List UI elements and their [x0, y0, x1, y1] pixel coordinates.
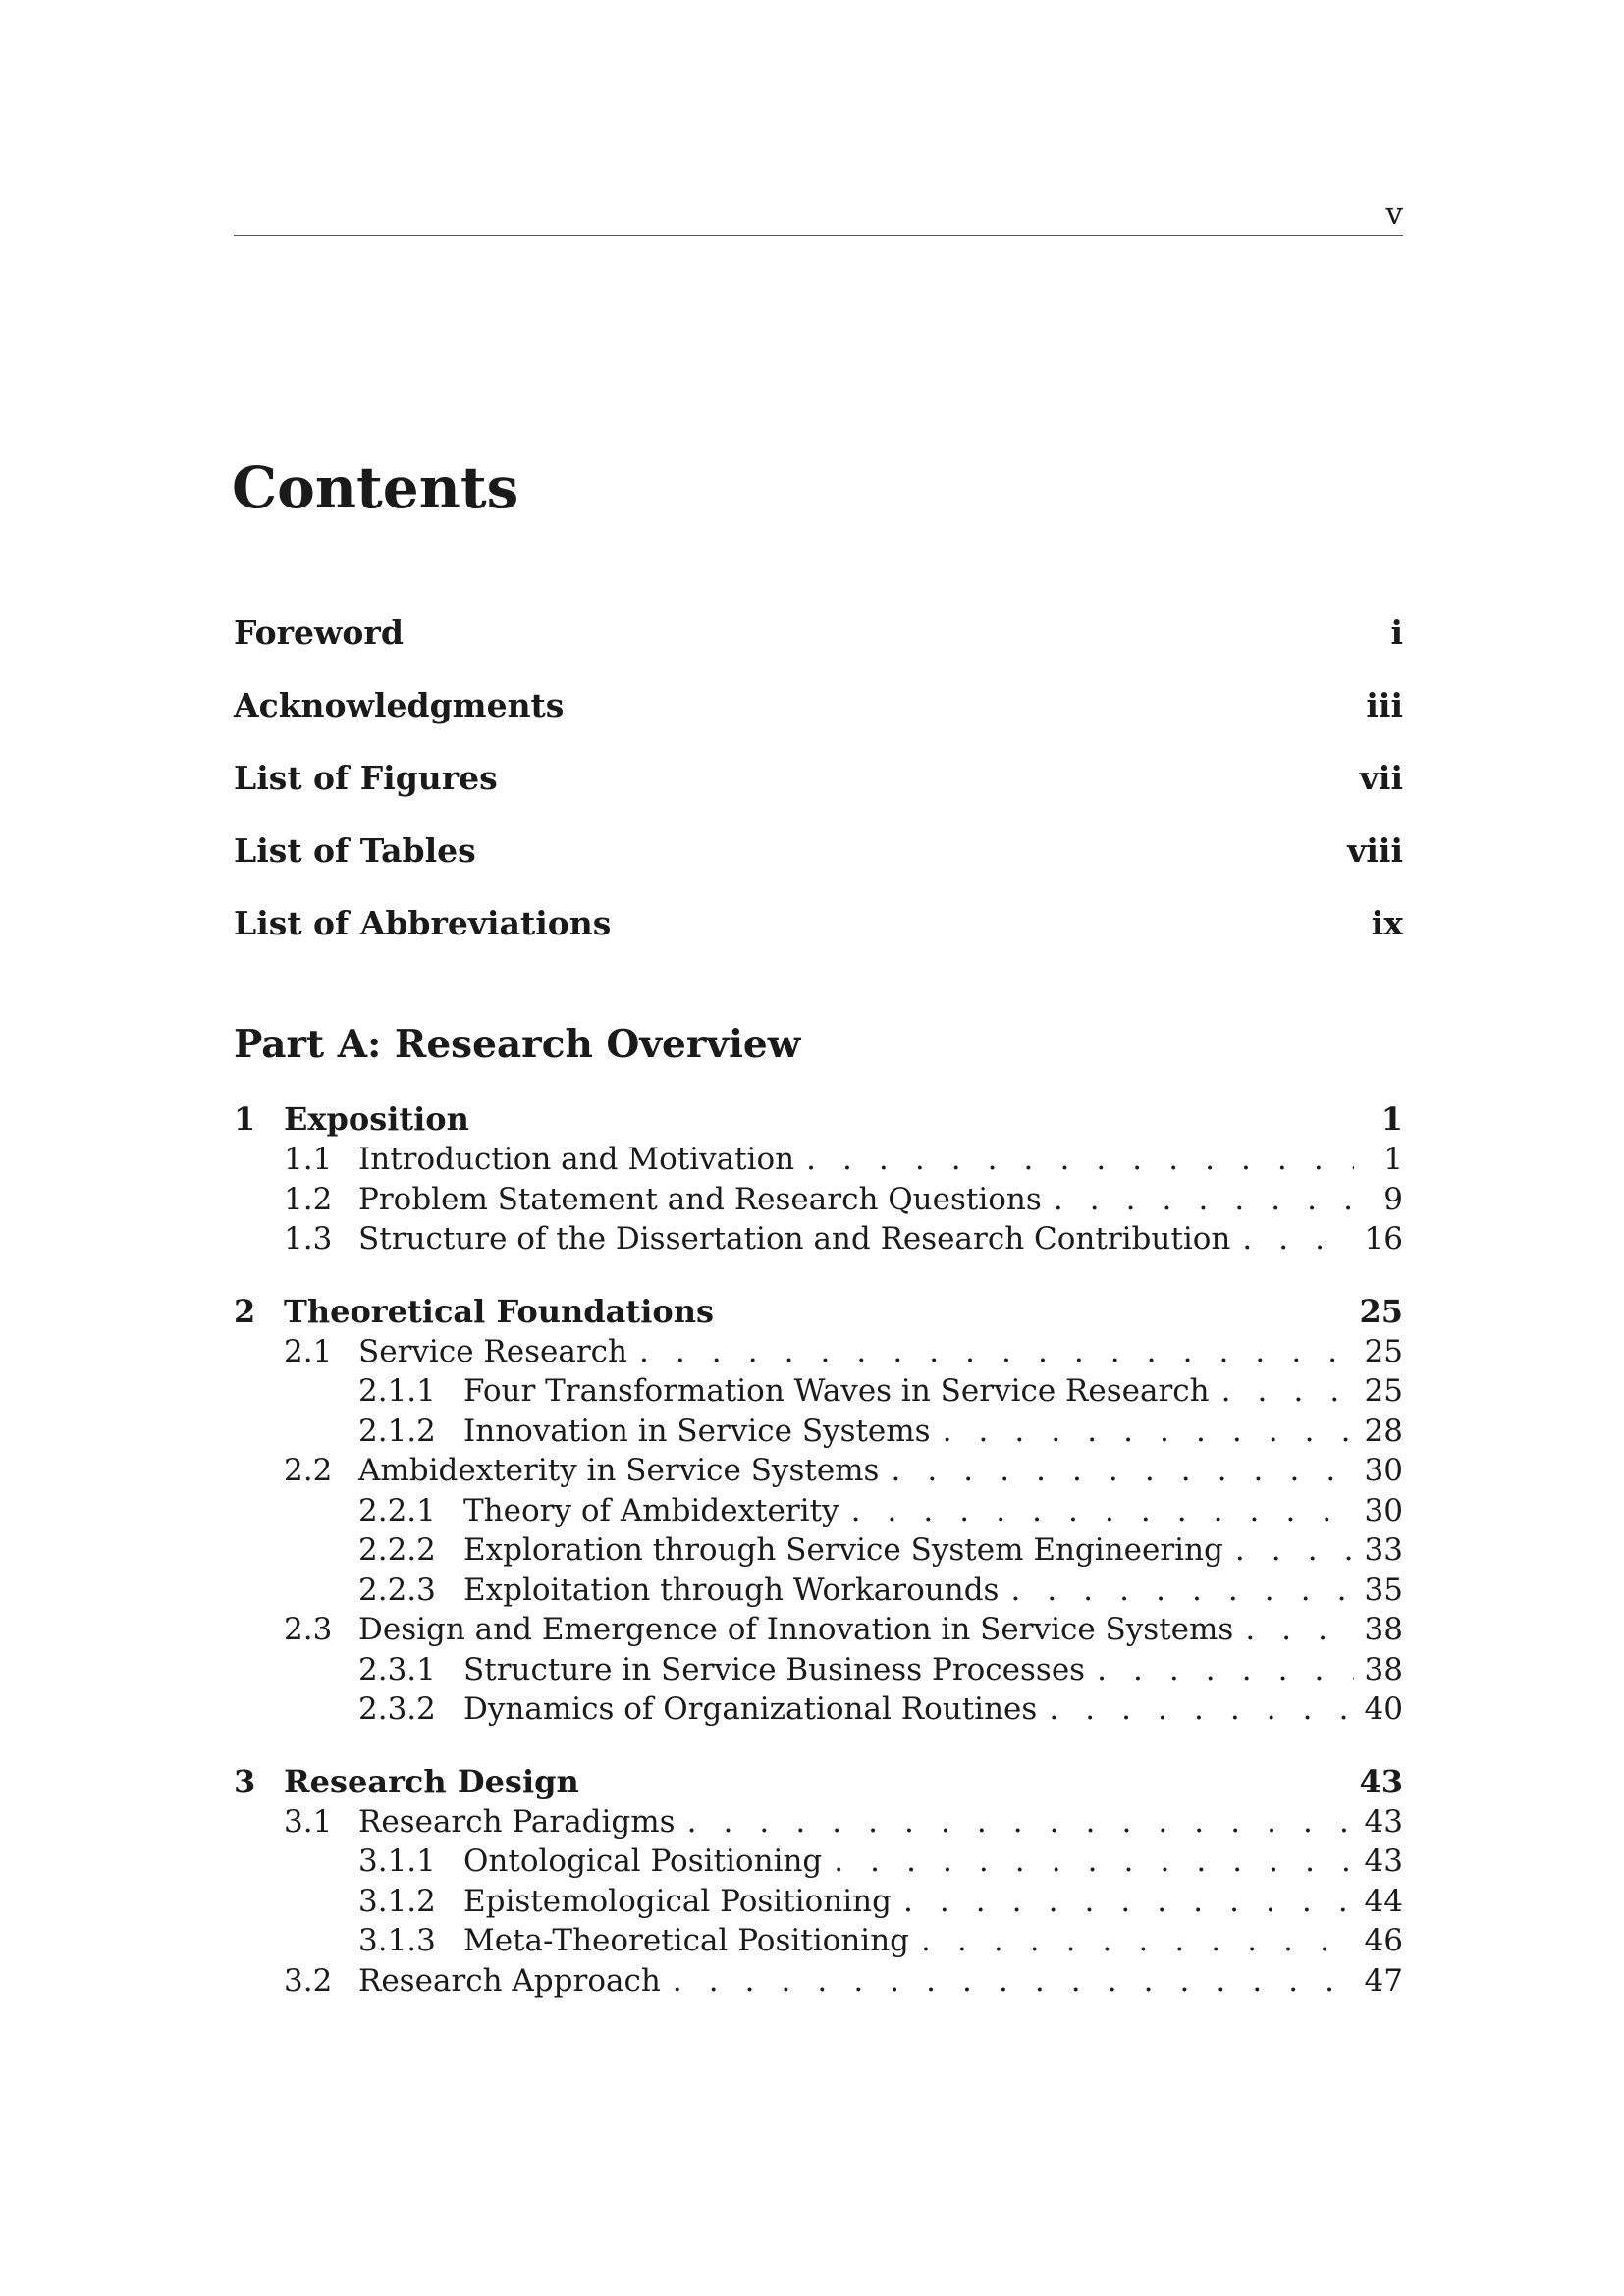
toc-chapter-heading[interactable] [234, 1100, 1403, 1142]
part-heading: Part A: Research Overview [234, 1022, 801, 1067]
toc-chapter-heading[interactable] [234, 1293, 1403, 1334]
toc-chapter-page: 43 [1359, 1762, 1403, 1800]
dot-leader [806, 1142, 1354, 1177]
toc-entry-page: ix [1371, 904, 1403, 942]
toc-entry-number: 3.2 [284, 1962, 333, 1999]
dot-leader [891, 1453, 1354, 1488]
dot-leader [1245, 1612, 1354, 1647]
toc-entry-page: 44 [1364, 1883, 1403, 1919]
toc-entry-page: vii [1359, 759, 1403, 797]
toc-entry-title: Structure in Service Business Processes [463, 1651, 1086, 1687]
toc-entry-page: 25 [1364, 1333, 1403, 1369]
toc-entry-page: 35 [1364, 1572, 1403, 1608]
toc-chapter-number: 2 [234, 1292, 256, 1330]
toc-section-entry[interactable] [234, 1612, 1403, 1652]
toc-subsection-entry[interactable] [234, 1923, 1403, 1963]
toc-entry-number: 3.1.1 [358, 1843, 436, 1879]
toc-entry-number: 1.3 [284, 1221, 333, 1256]
toc-chapter-page: 1 [1380, 1100, 1403, 1138]
toc-chapter-title: Theoretical Foundations [284, 1292, 714, 1330]
toc-subsection-entry[interactable] [234, 1691, 1403, 1732]
toc-entry-title: Four Transformation Waves in Service Research [463, 1373, 1210, 1409]
toc-entry-number: 2.1.1 [358, 1373, 436, 1409]
toc-chapter-heading[interactable] [234, 1763, 1403, 1804]
toc-entry-title: Service Research [358, 1333, 627, 1369]
toc-chapter-number: 3 [234, 1762, 256, 1800]
toc-entry-title: Design and Emergence of Innovation in Service Systems [358, 1612, 1234, 1647]
toc-entry-title: Exploitation through Workarounds [463, 1572, 1000, 1608]
toc-entry-page: 1 [1383, 1142, 1403, 1177]
dot-leader [639, 1334, 1354, 1369]
toc-entry-foreword[interactable] [234, 614, 1403, 686]
toc-entry-page: 47 [1364, 1962, 1403, 1999]
toc-entry-label: List of Tables [234, 831, 476, 870]
toc-entry-title: Meta-Theoretical Positioning [463, 1923, 910, 1958]
dot-leader [687, 1804, 1354, 1840]
toc-entry-page: 30 [1364, 1453, 1403, 1488]
toc-entry-acknowledgments[interactable] [234, 686, 1403, 759]
toc-entry-number: 2.1.2 [358, 1413, 436, 1449]
toc-entry-title: Epistemological Positioning [463, 1883, 892, 1919]
dot-leader [943, 1414, 1354, 1449]
toc-entry-title: Ontological Positioning [463, 1843, 823, 1879]
toc-entry-page: viii [1347, 831, 1403, 870]
toc-entry-page: 43 [1364, 1803, 1403, 1840]
toc-entry-title: Dynamics of Organizational Routines [463, 1691, 1038, 1727]
toc-entry-list-of-abbreviations[interactable] [234, 904, 1403, 977]
toc-entry-number: 2.2.2 [358, 1532, 436, 1568]
toc-chapter-title: Research Design [284, 1762, 579, 1800]
toc-section-entry[interactable] [234, 1221, 1403, 1261]
toc-entry-label: Acknowledgments [234, 686, 565, 724]
page-number: v [1385, 196, 1403, 232]
toc-entry-number: 2.2.3 [358, 1572, 436, 1608]
dot-leader [1221, 1373, 1354, 1409]
toc-subsection-entry[interactable] [234, 1884, 1403, 1924]
front-matter-list [234, 614, 1403, 977]
dot-leader [834, 1843, 1354, 1879]
toc-entry-number: 2.3 [284, 1612, 333, 1647]
dot-leader [851, 1493, 1354, 1528]
toc-section-entry[interactable] [234, 1334, 1403, 1374]
toc-chapter [234, 1100, 1403, 1261]
table-of-contents [234, 1100, 1403, 2034]
toc-entry-number: 2.3.2 [358, 1691, 436, 1727]
toc-entry-title: Structure of the Dissertation and Research Contribution [358, 1221, 1231, 1256]
toc-entry-label: List of Figures [234, 759, 498, 797]
toc-entry-label: Foreword [234, 614, 404, 652]
toc-entry-title: Problem Statement and Research Questions [358, 1181, 1042, 1217]
toc-entry-page: 40 [1364, 1691, 1403, 1727]
toc-entry-page: 38 [1364, 1612, 1403, 1647]
toc-subsection-entry[interactable] [234, 1573, 1403, 1613]
toc-subsection-entry[interactable] [234, 1373, 1403, 1414]
toc-entry-page: 38 [1364, 1651, 1403, 1687]
toc-entry-title: Theory of Ambidexterity [463, 1492, 839, 1528]
toc-entry-page: 43 [1364, 1843, 1403, 1879]
toc-entry-number: 2.1 [284, 1333, 333, 1369]
toc-entry-list-of-tables[interactable] [234, 831, 1403, 904]
toc-entry-number: 3.1.2 [358, 1883, 436, 1919]
toc-subsection-entry[interactable] [234, 1532, 1403, 1573]
dot-leader [1010, 1573, 1354, 1608]
toc-section-entry[interactable] [234, 1142, 1403, 1182]
toc-entry-page: 16 [1364, 1221, 1403, 1256]
toc-section-entry[interactable] [234, 1182, 1403, 1222]
dot-leader [1097, 1652, 1354, 1687]
toc-entry-page: 33 [1364, 1532, 1403, 1568]
toc-section-entry[interactable] [234, 1963, 1403, 2003]
toc-chapter-title: Exposition [284, 1100, 469, 1138]
dot-leader [1235, 1532, 1354, 1568]
toc-chapter-page: 25 [1359, 1292, 1403, 1330]
dot-leader [1054, 1182, 1354, 1217]
toc-subsection-entry[interactable] [234, 1843, 1403, 1884]
toc-entry-number: 2.3.1 [358, 1651, 436, 1687]
dot-leader [673, 1963, 1354, 1999]
toc-entry-page: 28 [1364, 1413, 1403, 1449]
page-title: Contents [232, 454, 519, 521]
toc-entry-title: Innovation in Service Systems [463, 1413, 931, 1449]
dot-leader [921, 1923, 1354, 1958]
toc-entry-page: 30 [1364, 1492, 1403, 1528]
toc-entry-title: Research Paradigms [358, 1803, 676, 1840]
toc-entry-number: 1.2 [284, 1181, 333, 1217]
toc-entry-number: 3.1 [284, 1803, 333, 1840]
toc-section-entry[interactable] [234, 1804, 1403, 1844]
toc-entry-page: 9 [1383, 1181, 1403, 1217]
toc-entry-page: iii [1366, 686, 1403, 724]
toc-entry-page: i [1390, 614, 1403, 652]
toc-entry-number: 2.2.1 [358, 1492, 436, 1528]
toc-entry-title: Introduction and Motivation [358, 1142, 795, 1177]
toc-subsection-entry[interactable] [234, 1414, 1403, 1454]
toc-entry-page: 46 [1364, 1923, 1403, 1958]
dot-leader [903, 1884, 1354, 1919]
dot-leader [1049, 1691, 1354, 1727]
toc-chapter [234, 1763, 1403, 2003]
toc-entry-title: Research Approach [358, 1962, 661, 1999]
toc-entry-title: Exploration through Service System Engineering [463, 1532, 1223, 1568]
toc-entry-number: 3.1.3 [358, 1923, 436, 1958]
toc-entry-title: Ambidexterity in Service Systems [358, 1453, 880, 1488]
toc-entry-number: 2.2 [284, 1453, 333, 1488]
dot-leader [1242, 1221, 1354, 1256]
toc-chapter-number: 1 [234, 1100, 256, 1138]
toc-entry-list-of-figures[interactable] [234, 759, 1403, 831]
header-rule [234, 235, 1403, 236]
toc-subsection-entry[interactable] [234, 1493, 1403, 1533]
toc-section-entry[interactable] [234, 1453, 1403, 1493]
toc-chapter [234, 1293, 1403, 1732]
toc-entry-page: 25 [1364, 1373, 1403, 1409]
toc-entry-number: 1.1 [284, 1142, 333, 1177]
toc-subsection-entry[interactable] [234, 1652, 1403, 1692]
toc-entry-label: List of Abbreviations [234, 904, 612, 942]
